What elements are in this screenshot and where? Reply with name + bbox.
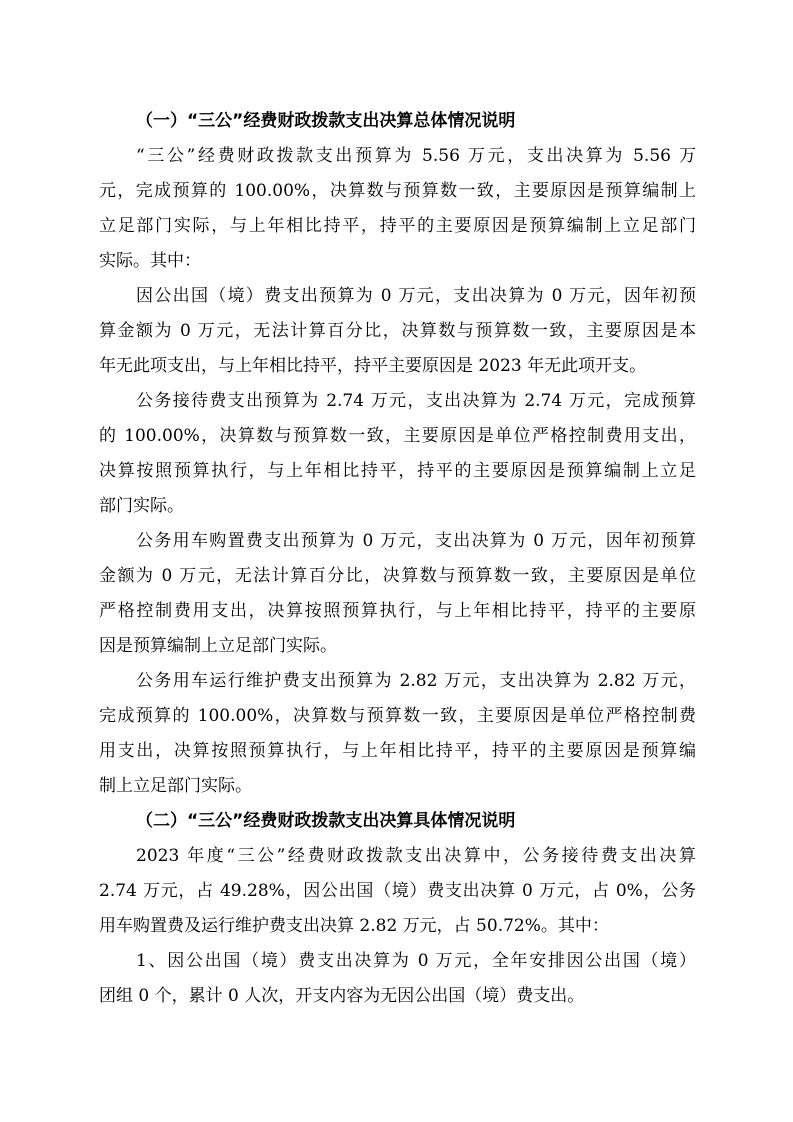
section-1-paragraph-2 bbox=[99, 279, 696, 384]
text-line: “三公”经费财政拨款支出预算为 5.56 万元，支出决算为 5.56 万 bbox=[136, 146, 696, 166]
text-line: 严格控制费用支出，决算按照预算执行，与上年相比持平，持平的主要原 bbox=[99, 601, 696, 621]
section-1-paragraph-4 bbox=[99, 524, 696, 664]
section-2-paragraph-1 bbox=[99, 839, 696, 944]
text-line: 团组 0 个，累计 0 人次，开支内容为无因公出国（境）费支出。 bbox=[99, 986, 585, 1006]
text-line: 公务用车运行维护费支出预算为 2.82 万元，支出决算为 2.82 万元， bbox=[136, 671, 696, 691]
text-line: 元，完成预算的 100.00%，决算数与预算数一致，主要原因是预算编制上 bbox=[99, 181, 696, 201]
text-line: 2023 年度“三公”经费财政拨款支出决算中，公务接待费支出决算 bbox=[136, 846, 696, 866]
text-line: 算金额为 0 万元，无法计算百分比，决算数与预算数一致，主要原因是本 bbox=[99, 321, 696, 341]
section-1-paragraph-1 bbox=[99, 139, 696, 279]
text-line: 制上立足部门实际。 bbox=[99, 776, 252, 796]
text-line: 的 100.00%，决算数与预算数一致，主要原因是单位严格控制费用支出， bbox=[99, 426, 696, 446]
text-line: 用支出，决算按照预算执行，与上年相比持平，持平的主要原因是预算编 bbox=[99, 741, 696, 761]
text-line: 年无此项支出，与上年相比持平，持平主要原因是 2023 年无此项开支。 bbox=[99, 356, 647, 376]
section-2-paragraph-2 bbox=[99, 944, 696, 1014]
section-1-heading: （一）“三公”经费财政拨款支出决算总体情况说明 bbox=[136, 111, 516, 131]
text-line: 立足部门实际，与上年相比持平，持平的主要原因是预算编制上立足部门 bbox=[99, 216, 696, 236]
section-1-paragraph-5 bbox=[99, 664, 696, 804]
text-line: 公务用车购置费支出预算为 0 万元，支出决算为 0 万元，因年初预算 bbox=[136, 531, 696, 551]
text-line: 完成预算的 100.00%，决算数与预算数一致，主要原因是单位严格控制费 bbox=[99, 706, 696, 726]
section-2-heading: （二）“三公”经费财政拨款支出决算具体情况说明 bbox=[136, 811, 516, 831]
text-line: 用车购置费及运行维护费支出决算 2.82 万元，占 50.72%。其中： bbox=[99, 916, 609, 936]
text-line: 2.74 万元，占 49.28%，因公出国（境）费支出决算 0 万元，占 0%，公务 bbox=[99, 881, 696, 901]
text-line: 因是预算编制上立足部门实际。 bbox=[99, 636, 337, 656]
section-1-paragraph-3 bbox=[99, 384, 696, 524]
text-line: 1、因公出国（境）费支出决算为 0 万元，全年安排因公出国（境） bbox=[136, 951, 696, 971]
document-page bbox=[99, 104, 696, 1014]
text-line: 金额为 0 万元，无法计算百分比，决算数与预算数一致，主要原因是单位 bbox=[99, 566, 696, 586]
text-line: 公务接待费支出预算为 2.74 万元，支出决算为 2.74 万元，完成预算 bbox=[136, 391, 696, 411]
text-line: 因公出国（境）费支出预算为 0 万元，支出决算为 0 万元，因年初预 bbox=[136, 286, 696, 306]
text-line: 实际。其中： bbox=[99, 251, 201, 271]
text-line: 决算按照预算执行，与上年相比持平，持平的主要原因是预算编制上立足 bbox=[99, 461, 696, 481]
text-line: 部门实际。 bbox=[99, 496, 184, 516]
